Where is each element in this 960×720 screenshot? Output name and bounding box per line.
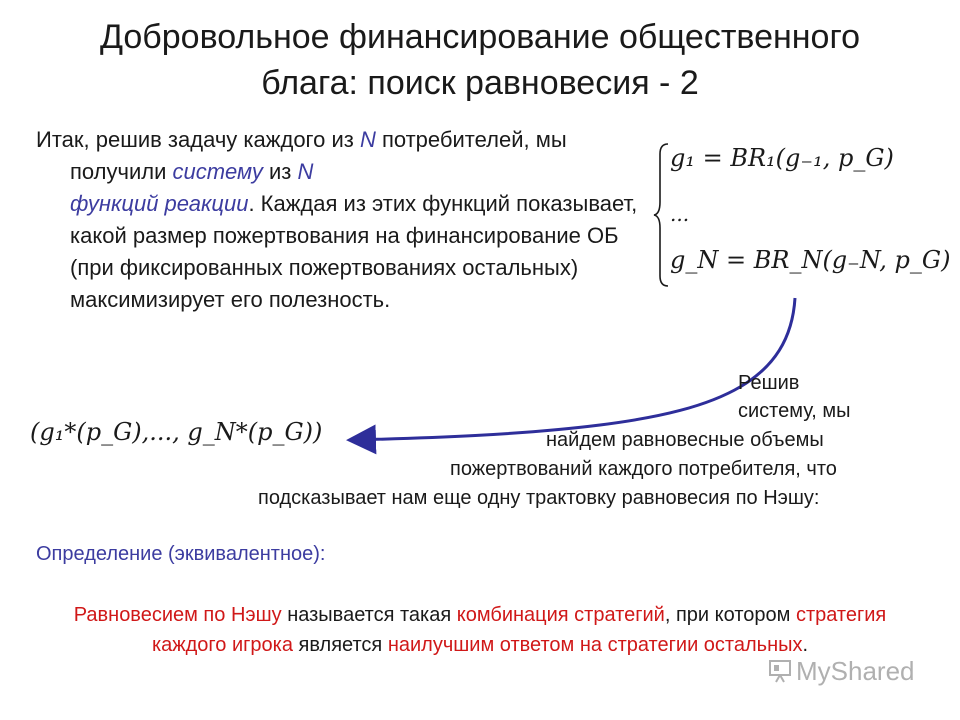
solution-line-2: систему, мы xyxy=(738,400,851,422)
equation-1: g₁ = BR₁(g₋₁, p_G) xyxy=(670,144,894,172)
equation-ellipsis: ... xyxy=(670,202,690,226)
watermark-text: MyShared xyxy=(796,656,915,686)
intro-text-4: . Каждая из этих функций показывает, какой размер пожертвования на финансирование ОБ (при фиксированных пожертвованиях остальных) максимизирует его полезность. xyxy=(70,191,638,312)
intro-text-1: Итак, решив задачу каждого из xyxy=(36,127,360,152)
def-text-4: . xyxy=(802,634,809,656)
intro-system-word: систему xyxy=(172,159,263,184)
title-line-1: Добровольное финансирование общественного xyxy=(99,18,861,56)
solution-line-1: Решив xyxy=(738,372,800,394)
presentation-icon xyxy=(768,658,792,684)
equation-n: g_N = BR_N(g₋N, p_G) xyxy=(670,246,951,274)
def-strategy-combination: комбинация стратегий xyxy=(456,604,665,626)
definition-label: Определение (эквивалентное): xyxy=(36,543,326,565)
def-player-strategy: стратегия каждого игрока xyxy=(151,604,887,656)
def-text-3: является xyxy=(292,634,388,656)
def-text-2: , при котором xyxy=(664,604,796,626)
def-best-response: наилучшим ответом на стратегии остальных xyxy=(387,634,803,656)
solution-line-5: подсказывает нам еще одну трактовку равновесия по Нэшу: xyxy=(258,487,820,509)
watermark xyxy=(768,656,915,687)
intro-text-3: из xyxy=(262,159,298,184)
definition-text xyxy=(40,600,920,660)
intro-n-2: N xyxy=(297,159,314,184)
intro-text-2: потребителей, мы получили xyxy=(70,127,567,184)
solution-line-4: пожертвований каждого потребителя, что xyxy=(450,458,837,480)
def-text-1: называется такая xyxy=(281,604,457,626)
solution-line-3: найдем равновесные объемы xyxy=(546,429,824,451)
def-nash-equilibrium: Равновесием по Нэшу xyxy=(73,604,282,626)
intro-n-1: N xyxy=(359,127,376,152)
intro-reaction-functions: функций реакции xyxy=(70,191,249,216)
equilibrium-formula: (g₁*(p_G),..., g_N*(p_G)) xyxy=(30,418,323,446)
title-line-2: блага: поиск равновесия - 2 xyxy=(261,64,699,102)
